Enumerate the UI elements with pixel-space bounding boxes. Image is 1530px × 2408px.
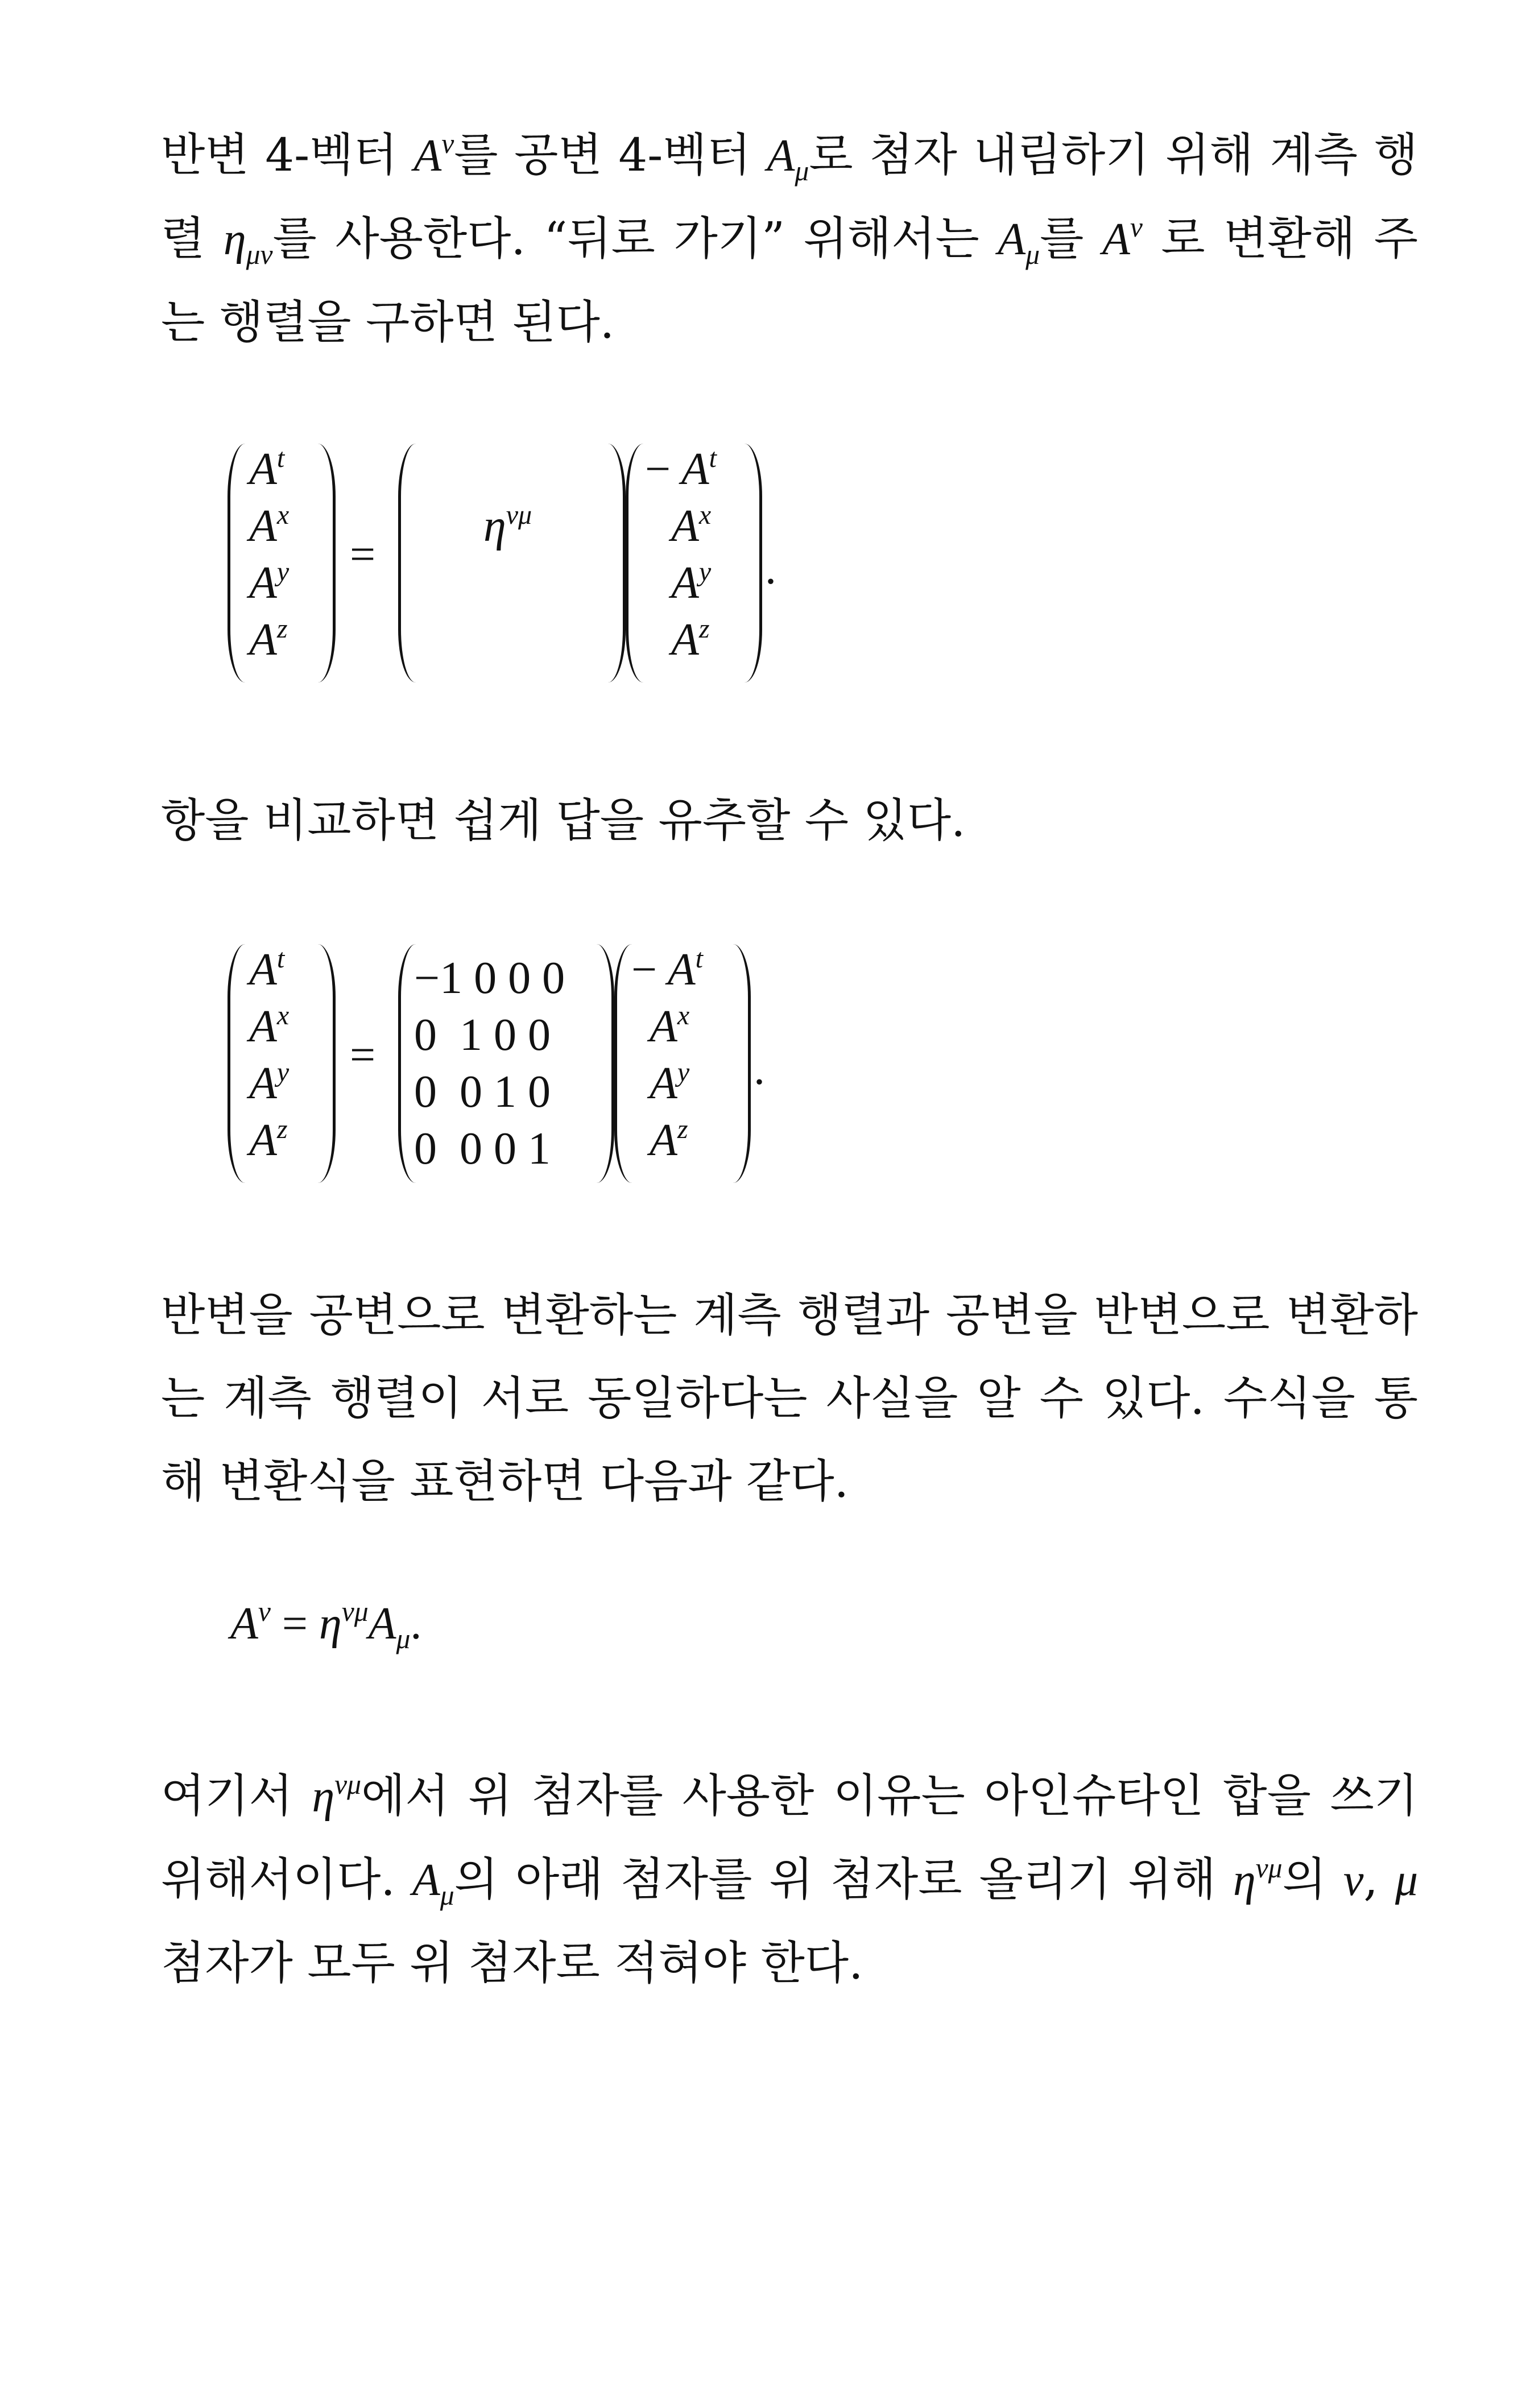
equation-1 xyxy=(228,444,785,682)
text-span: 에서 위 첨자를 사용한 이유는 아인슈타인 합을 쓰기 위해서이다. xyxy=(161,1769,1418,1906)
matrix-row: −1 0 0 0 xyxy=(414,953,565,1003)
text-span: 항을 비교하면 쉽게 답을 유추할 수 있다. xyxy=(161,794,966,847)
text-span: 로 첨자 내림하기 위해 xyxy=(809,129,1254,181)
equation-3 xyxy=(230,1596,422,1655)
text-span: 첨자가 모두 위 첨자로 적혀야 한다. xyxy=(161,1937,863,1989)
vector-entry: $A^x$ xyxy=(249,500,290,551)
math-eta-numu: $\eta^{\nu\mu}$ xyxy=(319,1596,369,1649)
math-A-nu: $A^\nu$ xyxy=(1102,212,1143,264)
math-nu: ν xyxy=(1343,1855,1364,1905)
math-A-nu: $A^\nu$ xyxy=(413,128,454,181)
vector-entry: $A^z$ xyxy=(650,1114,688,1165)
vector-entry: − $A^t$ xyxy=(631,944,703,995)
vector-entry: $A^z$ xyxy=(249,614,288,665)
vector-entry: $A^t$ xyxy=(249,443,285,494)
lhs-vector xyxy=(228,444,336,682)
math-A-mu: $A_\mu$ xyxy=(368,1599,411,1655)
text-span: 여기서 xyxy=(161,1769,312,1822)
math-A-mu: $A_\mu$ xyxy=(998,214,1040,271)
text-span: 계측 행렬 xyxy=(161,129,1418,265)
text-span: , xyxy=(1363,1853,1395,1906)
rhs-vector xyxy=(614,944,751,1183)
matrix-row: 0 0 0 1 xyxy=(414,1124,551,1174)
math-A-mu: $A_\mu$ xyxy=(412,1855,454,1911)
text-span: 를 xyxy=(1040,212,1102,265)
eta-symbol: $\eta^{\nu\mu}$ xyxy=(483,500,532,551)
vector-entry: $A^y$ xyxy=(650,1057,690,1108)
vector-entry: $A^x$ xyxy=(671,500,712,551)
lhs-vector xyxy=(228,944,336,1183)
vector-entry: $A^t$ xyxy=(249,944,285,995)
math-A-mu: $A_\mu$ xyxy=(767,131,809,187)
math-eta-numu: $\eta^{\nu\mu}$ xyxy=(312,1769,362,1822)
period: . xyxy=(765,544,776,594)
period: . xyxy=(754,1044,765,1094)
rhs-vector xyxy=(626,444,762,682)
text-span: 반변 4-벡터 xyxy=(161,129,414,181)
matrix-row: 0 1 0 0 xyxy=(414,1010,551,1060)
text-span: 반변을 공변으로 변환하는 계측 행렬과 공변을 반변으로 변환하는 계측 행렬이 서로 동일하다는 사실을 알 수 있다. 수식을 통해 변환식을 표현하면 다음과 같다. xyxy=(161,1289,1418,1508)
vector-entry: $A^y$ xyxy=(249,1057,290,1108)
eta-matrix xyxy=(398,444,626,682)
equation-2 xyxy=(228,944,768,1183)
math-eta-munu: $\eta_{\mu\nu}$ xyxy=(223,214,273,271)
paragraph-explanation xyxy=(161,1755,1418,2005)
vector-entry: $A^x$ xyxy=(650,1000,690,1052)
text-span: 를 공변 4-벡터 xyxy=(454,129,767,181)
text-span: 의 xyxy=(1282,1853,1343,1906)
equals-sign: = xyxy=(350,1030,376,1080)
math-eta-numu: $\eta^{\nu\mu}$ xyxy=(1233,1852,1283,1905)
vector-entry: $A^z$ xyxy=(249,1114,288,1165)
period: . xyxy=(410,1599,422,1649)
math-A-nu: $A^\nu$ xyxy=(230,1596,271,1649)
paragraph-conclusion xyxy=(161,1274,1418,1523)
text-span: 로 변환해 주는 행렬을 구하면 된다. xyxy=(161,212,1418,349)
matrix-row: 0 0 1 0 xyxy=(414,1067,551,1117)
paragraph-intro xyxy=(161,114,1418,364)
text-span: 의 아래 첨자를 위 첨자로 올리기 위해 xyxy=(454,1853,1233,1906)
vector-entry: − $A^t$ xyxy=(645,443,717,494)
equals-sign: = xyxy=(350,529,376,580)
vector-entry: $A^y$ xyxy=(249,557,290,608)
equals-sign: = xyxy=(270,1599,320,1649)
paragraph-compare xyxy=(161,779,1418,862)
eta-matrix xyxy=(398,944,614,1183)
vector-entry: $A^x$ xyxy=(249,1000,290,1052)
math-mu: μ xyxy=(1395,1855,1419,1905)
vector-entry: $A^z$ xyxy=(671,614,710,665)
text-span: 를 사용한다. “뒤로 가기” 위해서는 xyxy=(272,212,998,265)
vector-entry: $A^y$ xyxy=(671,557,712,608)
